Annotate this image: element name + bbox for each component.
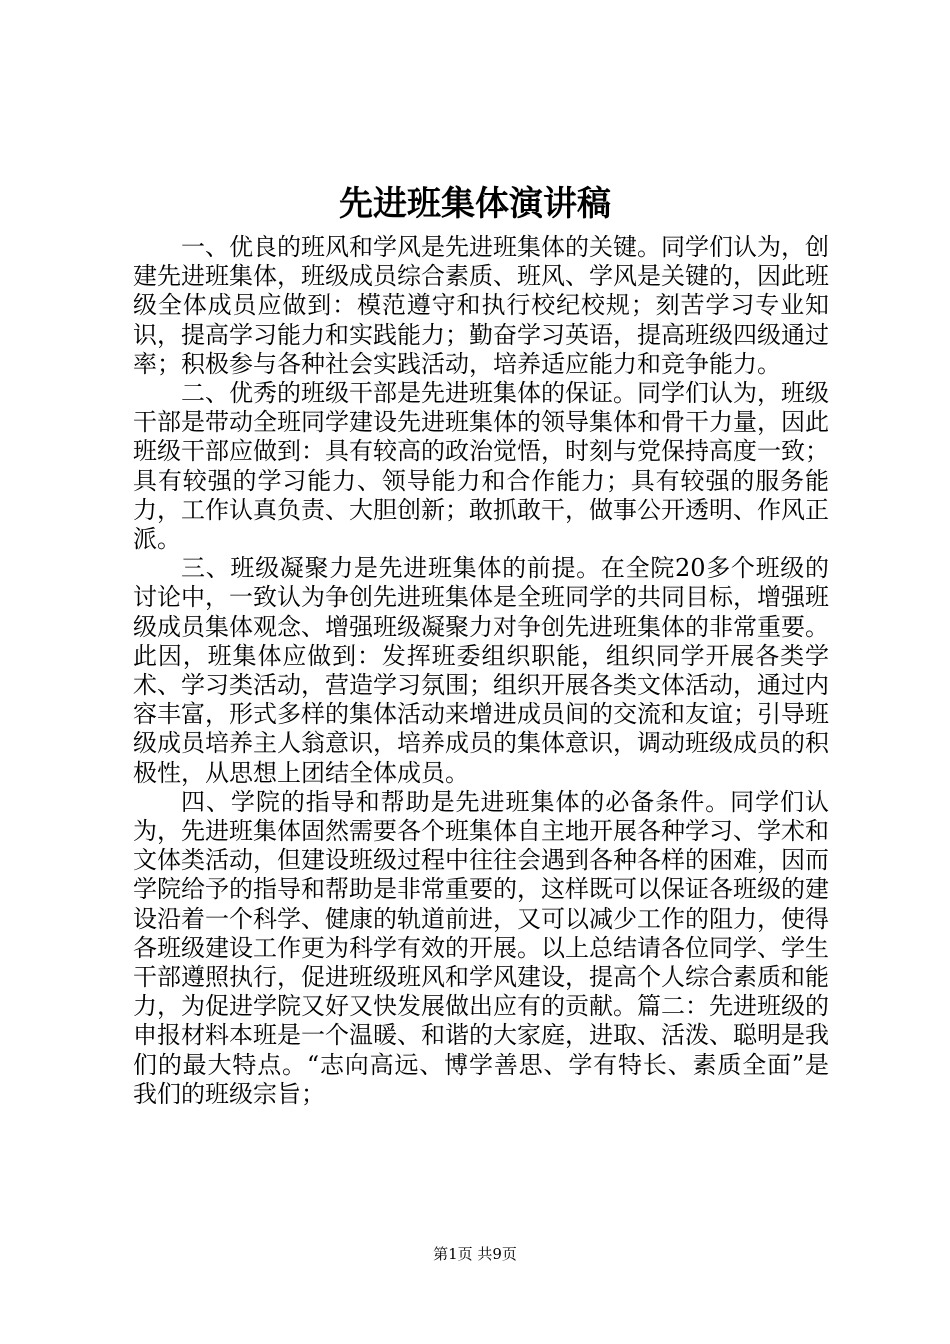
paragraph-2: 二、优秀的班级干部是先进班集体的保证。同学们认为，班级干部是带动全班同学建设先进班集体的领导集体和骨干力量，因此班级干部应做到：具有较高的政治觉悟，时刻与党保持高度一致；具有较强的学习能力、领导能力和合作能力；具有较强的服务能力，工作认真负责、大胆创新；敢抓敢干，做事公开透明、作风正派。 <box>133 379 829 554</box>
document-body <box>133 233 829 1109</box>
document-title: 先进班集体演讲稿 <box>339 184 611 224</box>
page-number-footer: 第1页 共9页 <box>433 1245 517 1263</box>
paragraph-1: 一、优良的班风和学风是先进班集体的关键。同学们认为，创建先进班集体，班级成员综合素质、班风、学风是关键的，因此班级全体成员应做到：模范遵守和执行校纪校规；刻苦学习专业知识，提高学习能力和实践能力；勤奋学习英语，提高班级四级通过率；积极参与各种社会实践活动，培养适应能力和竞争能力。 <box>133 233 829 378</box>
paragraph-3: 三、班级凝聚力是先进班集体的前提。在全院20多个班级的讨论中，一致认为争创先进班集体是全班同学的共同目标，增强班级成员集体观念、增强班级凝聚力对争创先进班集体的非常重要。此因，班集体应做到：发挥班委组织职能，组织同学开展各类学术、学习类活动，营造学习氛围；组织开展各类文体活动，通过内容丰富，形式多样的集体活动来增进成员间的交流和友谊；引导班级成员培养主人翁意识，培养成员的集体意识，调动班级成员的积极性，从思想上团结全体成员。 <box>133 554 829 787</box>
paragraph-4: 四、学院的指导和帮助是先进班集体的必备条件。同学们认为，先进班集体固然需要各个班集体自主地开展各种学习、学术和文体类活动，但建设班级过程中往往会遇到各种各样的困难，因而学院给予的指导和帮助是非常重要的，这样既可以保证各班级的建设沿着一个科学、健康的轨道前进，又可以减少工作的阻力，使得各班级建设工作更为科学有效的开展。以上总结请各位同学、学生干部遵照执行，促进班级班风和学风建设，提高个人综合素质和能力，为促进学院又好又快发展做出应有的贡献。篇二：先进班级的申报材料本班是一个温暖、和谐的大家庭，进取、活泼、聪明是我们的最大特点。“志向高远、博学善思、学有特长、素质全面”是我们的班级宗旨； <box>133 787 829 1108</box>
